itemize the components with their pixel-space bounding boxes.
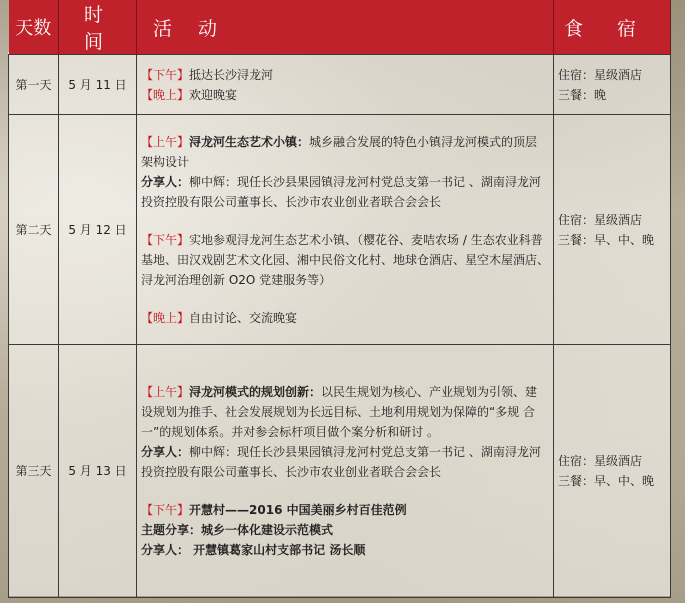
- meals-text: 三餐：早、中、晚: [558, 232, 655, 247]
- activity-item: [141, 65, 549, 85]
- header-food: 食 宿: [554, 0, 671, 55]
- spacer: [141, 212, 549, 230]
- spacer: [141, 482, 549, 500]
- afternoon-block: [141, 500, 549, 520]
- sharer-block: [141, 172, 549, 212]
- spacer: [141, 290, 549, 308]
- time-tag: 【下午】: [141, 232, 190, 247]
- morning-block: [141, 382, 549, 442]
- sharer-text: 柳中辉：现任长沙县果园镇浔龙河村党总支第一书记 、湖南浔龙河投资控股有限公司董事长、长沙市农业创业者联合会会长: [141, 174, 541, 209]
- session-title: 浔龙河生态艺术小镇：: [189, 134, 310, 149]
- date-label: 5 月 12 日: [59, 115, 137, 345]
- sharer-text: 分享人： 开慧镇葛家山村支部书记 汤长顺: [141, 543, 366, 557]
- meals-text: 三餐：早、中、晚: [558, 474, 655, 488]
- day-label: 第三天: [9, 345, 59, 598]
- table-row: [9, 55, 671, 115]
- header-time: 时 间: [59, 0, 137, 55]
- time-tag: 【晚上】: [141, 87, 190, 102]
- food-cell: [554, 345, 671, 598]
- day-label: 第一天: [9, 55, 59, 115]
- time-tag: 【下午】: [141, 67, 190, 82]
- activity-item: [141, 85, 549, 105]
- header-activity: 活 动: [137, 0, 554, 55]
- afternoon-block: [141, 230, 549, 290]
- table-row: [9, 115, 671, 345]
- sharer-block: [141, 442, 549, 482]
- morning-block: [141, 132, 549, 172]
- evening-block: [141, 308, 549, 328]
- session-title: 浔龙河模式的规划创新：: [189, 385, 322, 399]
- meals-text: 三餐：晚: [558, 87, 607, 102]
- time-tag: 【下午】: [141, 503, 190, 517]
- date-label: 5 月 13 日: [59, 345, 137, 598]
- session-text: 城乡融合发展的特色小镇浔龙河模式的顶层架构设计: [141, 134, 538, 169]
- table-row: [9, 345, 671, 598]
- sharer-label: 分享人：: [141, 174, 190, 189]
- session-text: 自由讨论、交流晚宴: [189, 310, 298, 325]
- time-tag: 【晚上】: [141, 310, 190, 325]
- sharer-label: 分享人：: [141, 445, 190, 459]
- activity-cell: [137, 115, 554, 345]
- activity-cell: [137, 345, 554, 598]
- activity-text: 欢迎晚宴: [189, 87, 238, 102]
- food-cell: [554, 55, 671, 115]
- theme-text: 主题分享：城乡一体化建设示范模式: [141, 523, 334, 537]
- header-day: 天数: [9, 0, 59, 55]
- session-text: 以民生规划为核心、产业规划为引领、建设规划为推手、社会发展规划为长远目标、土地利用规划为保障的“多规 合一”的规划体系。并对参会标杆项目做个案分析和研讨 。: [141, 385, 538, 439]
- lodging-text: 住宿：星级酒店: [558, 454, 643, 468]
- session-title: 开慧村——2016 中国美丽乡村百佳范例: [189, 503, 407, 517]
- activity-text: 抵达长沙浔龙河: [189, 67, 274, 82]
- sharer-text: 柳中辉：现任长沙县果园镇浔龙河村党总支第一书记 、湖南浔龙河投资控股有限公司董事长、长沙市农业创业者联合会会长: [141, 445, 541, 479]
- session-text: 实地参观浔龙河生态艺术小镇、（樱花谷、麦咭农场 / 生态农业科普基地、田汉戏剧艺术文化园、湘中民俗文化村、地球仓酒店、星空木屋酒店、浔龙河治理创新 O2O 党建服务等）: [141, 232, 550, 287]
- schedule-table: [8, 0, 671, 598]
- time-tag: 【上午】: [141, 134, 190, 149]
- lodging-text: 住宿：星级酒店: [558, 212, 643, 227]
- lodging-text: 住宿：星级酒店: [558, 67, 643, 82]
- day-label: 第二天: [9, 115, 59, 345]
- date-label: 5 月 11 日: [59, 55, 137, 115]
- activity-cell: [137, 55, 554, 115]
- time-tag: 【上午】: [141, 385, 190, 399]
- food-cell: [554, 115, 671, 345]
- header-row: [9, 0, 671, 55]
